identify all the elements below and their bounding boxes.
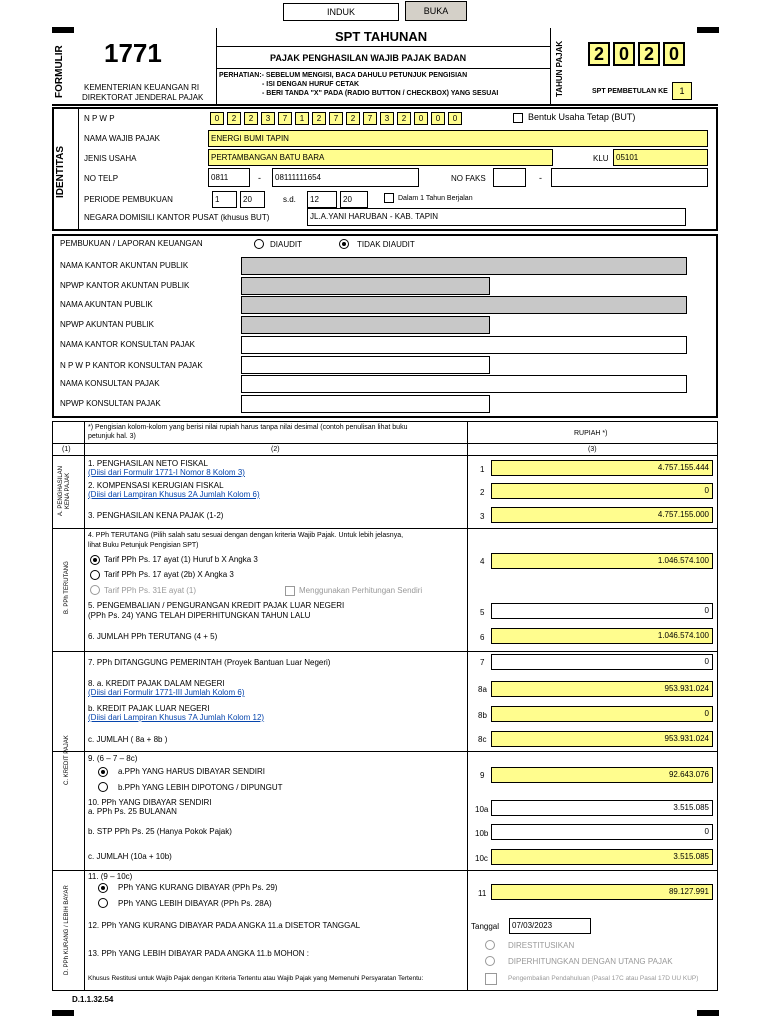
notice-line: PERHATIAN:- SEBELUM MENGISI, BACA DAHULU PETUNJUK PENGISIAN: [219, 72, 468, 79]
line-number: 3: [480, 512, 485, 521]
line-number: 10a: [475, 805, 489, 814]
telp-area-input[interactable]: 0811: [208, 168, 250, 187]
line-number: 1: [480, 465, 485, 474]
periode-year-end[interactable]: 20: [340, 191, 368, 208]
dash: -: [258, 173, 261, 183]
year-digit[interactable]: 2: [638, 42, 660, 66]
faks-area-input[interactable]: [493, 168, 526, 187]
tab-induk[interactable]: INDUK: [283, 3, 399, 21]
ministry-name: KEMENTERIAN KEUANGAN RI: [84, 83, 200, 92]
pembetulan-label: SPT PEMBETULAN KE: [592, 88, 668, 95]
col-header: (3): [588, 446, 597, 453]
negara-label: NEGARA DOMISILI KANTOR PUSAT (khusus BUT): [84, 213, 270, 222]
jenis-usaha-input[interactable]: PERTAMBANGAN BATU BARA: [208, 149, 553, 166]
line-8c-label: c. JUMLAH ( 8a + 8b ): [88, 735, 168, 744]
line-9-label: 9. (6 – 7 – 8c): [88, 754, 138, 763]
npwp-digit[interactable]: 0: [448, 112, 462, 125]
line-8b-link[interactable]: (Diisi dari Lampiran Khusus 7A Jumlah Kolom 12): [88, 713, 265, 722]
npwp-digit[interactable]: 1: [295, 112, 309, 125]
line-number: 10b: [475, 829, 489, 838]
but-label: Bentuk Usaha Tetap (BUT): [528, 112, 636, 122]
line-12-label: 12. PPh YANG KURANG DIBAYAR PADA ANGKA 11.a DISETOR TANGGAL: [88, 921, 361, 930]
row-label: NAMA KONSULTAN PAJAK: [60, 379, 160, 388]
direstitusikan-radio[interactable]: [485, 940, 495, 950]
npwp-digit[interactable]: 2: [397, 112, 411, 125]
nama-kkp-input[interactable]: [241, 336, 687, 354]
registration-mark: [52, 1010, 74, 1016]
row-label: NPWP AKUNTAN PUBLIK: [60, 320, 154, 329]
line-11a-label: PPh YANG KURANG DIBAYAR (PPh Ps. 29): [118, 883, 278, 892]
npwp-digit[interactable]: 2: [346, 112, 360, 125]
npwp-digit[interactable]: 7: [278, 112, 292, 125]
notice-line: - ISI DENGAN HURUF CETAK: [262, 81, 360, 88]
line-number: 10c: [475, 854, 488, 863]
khusus-restitusi-label: Khusus Restitusi untuk Wajib Pajak dengan Kriteria Tertentu atau Wajib Pajak yang Memenuhi Persyaratan Tertentu:: [88, 975, 424, 982]
line-3-value[interactable]: 4.757.155.000: [491, 507, 713, 523]
line-number: 5: [480, 608, 485, 617]
line-number: 4: [480, 557, 485, 566]
perhitungan-sendiri-checkbox[interactable]: [285, 586, 295, 596]
tarif-17-1b-radio[interactable]: [90, 555, 100, 565]
nama-wp-input[interactable]: ENERGI BUMI TAPIN: [208, 130, 708, 147]
npwp-label: N P W P: [84, 114, 115, 123]
year-digit[interactable]: 0: [613, 42, 635, 66]
section-c-label: C. KREDIT PAJAK: [64, 735, 70, 785]
row-label: NPWP KANTOR AKUNTAN PUBLIK: [60, 281, 190, 290]
pengembalian-label: Pengembalian Pendahuluan (Pasal 17C atau Pasal 17D UU KUP): [508, 975, 699, 982]
jenis-usaha-label: JENIS USAHA: [84, 154, 137, 163]
line-9-value[interactable]: 92.643.076: [491, 767, 713, 783]
formulir-label: FORMULIR: [54, 45, 65, 98]
line-number: 6: [480, 633, 485, 642]
line-4-value[interactable]: 1.046.574.100: [491, 553, 713, 569]
tarif-17-2b-radio[interactable]: [90, 570, 100, 580]
npwp-digit[interactable]: 2: [312, 112, 326, 125]
year-digit[interactable]: 0: [663, 42, 685, 66]
nama-kp-input[interactable]: [241, 375, 687, 393]
line-13-label: 13. PPh YANG LEBIH DIBAYAR PADA ANGKA 11.b MOHON :: [88, 949, 309, 958]
dalam-tahun-label: Dalam 1 Tahun Berjalan: [398, 195, 473, 202]
section-a-label: A. PENGHASILAN KENA PAJAK: [58, 466, 71, 517]
npwp-kp-input[interactable]: [241, 395, 490, 413]
diperhitungkan-label: DIPERHITUNGKAN DENGAN UTANG PAJAK: [508, 957, 673, 966]
lebih-dipotong-radio[interactable]: [98, 782, 108, 792]
line-6-label: 6. JUMLAH PPh TERUTANG (4 + 5): [88, 632, 218, 641]
telp-number-input[interactable]: 08111111654: [272, 168, 419, 187]
line-number: 2: [480, 488, 485, 497]
periode-month-end[interactable]: 12: [307, 191, 337, 208]
pembukuan-label: PEMBUKUAN / LAPORAN KEUANGAN: [60, 239, 203, 248]
line-10a-value[interactable]: 3.515.085: [491, 800, 713, 816]
direstitusikan-label: DIRESTITUSIKAN: [508, 941, 575, 950]
col-header: (2): [271, 446, 280, 453]
periode-month-start[interactable]: 1: [212, 191, 237, 208]
row-label: NAMA KANTOR KONSULTAN PAJAK: [60, 340, 195, 349]
rupiah-note: petunjuk hal. 3): [88, 433, 136, 440]
nama-kap-input[interactable]: [241, 257, 687, 275]
npwp-digit[interactable]: 7: [363, 112, 377, 125]
line-4-label: lihat Buku Petunjuk Pengisian SPT): [88, 542, 199, 549]
line-number: 8b: [478, 711, 487, 720]
line-number: 11: [478, 889, 487, 898]
line-8a-label: 8. a. KREDIT PAJAK DALAM NEGERI: [88, 679, 225, 688]
line-number: 9: [480, 771, 485, 780]
tidak-diaudit-label: TIDAK DIAUDIT: [357, 240, 415, 249]
no-faks-label: NO FAKS: [451, 174, 486, 183]
nama-wp-label: NAMA WAJIB PAJAK: [84, 134, 161, 143]
line-7-label: 7. PPh DITANGGUNG PEMERINTAH (Proyek Bantuan Luar Negeri): [88, 658, 331, 667]
line-10-label: 10. PPh YANG DIBAYAR SENDIRI: [88, 798, 212, 807]
line-10b-label: b. STP PPh Ps. 25 (Hanya Pokok Pajak): [88, 827, 232, 836]
npwp-digit[interactable]: 0: [414, 112, 428, 125]
tidak-diaudit-radio[interactable]: [339, 239, 349, 249]
tab-buka[interactable]: BUKA: [405, 1, 467, 21]
nama-ap-input[interactable]: [241, 296, 687, 314]
npwp-digit[interactable]: 0: [431, 112, 445, 125]
rupiah-note: *) Pengisian kolom-kolom yang berisi nilai rupiah harus tanpa nilai desimal (contoh penulisan lihat buku: [88, 424, 408, 431]
line-2-link[interactable]: (Diisi dari Lampiran Khusus 2A Jumlah Kolom 6): [88, 490, 260, 499]
diaudit-radio[interactable]: [254, 239, 264, 249]
npwp-digit[interactable]: 7: [329, 112, 343, 125]
line-2-label: 2. KOMPENSASI KERUGIAN FISKAL: [88, 481, 224, 490]
klu-label: KLU: [593, 154, 609, 163]
line-5-label: 5. PENGEMBALIAN / PENGURANGAN KREDIT PAJAK LUAR NEGERI: [88, 601, 345, 610]
line-11b-label: PPh YANG LEBIH DIBAYAR (PPh Ps. 28A): [118, 899, 272, 908]
line-8c-value[interactable]: 953.931.024: [491, 731, 713, 747]
row-label: NPWP KONSULTAN PAJAK: [60, 399, 161, 408]
pengembalian-checkbox[interactable]: [485, 973, 497, 985]
line-1-link[interactable]: (Diisi dari Formulir 1771-I Nomor 8 Kolom 3): [88, 468, 245, 477]
line-2-value[interactable]: 0: [491, 483, 713, 499]
line-8b-value[interactable]: 0: [491, 706, 713, 722]
identitas-label: IDENTITAS: [55, 145, 66, 198]
no-telp-label: NO TELP: [84, 174, 119, 183]
line-5-value[interactable]: 0: [491, 603, 713, 619]
line-8b-label: b. KREDIT PAJAK LUAR NEGERI: [88, 704, 210, 713]
line-4-label: 4. PPh TERUTANG (Pilih salah satu sesuai dengan dengan kriteria Wajib Pajak. Untuk lebih jelasnya,: [88, 532, 404, 539]
line-11-value[interactable]: 89.127.991: [491, 884, 713, 900]
registration-mark: [697, 1010, 719, 1016]
tarif-option-label: Tarif PPh Ps. 31E ayat (1): [104, 586, 197, 595]
kurang-dibayar-radio[interactable]: [98, 883, 108, 893]
line-10a-label: a. PPh Ps. 25 BULANAN: [88, 807, 177, 816]
line-8a-value[interactable]: 953.931.024: [491, 681, 713, 697]
periode-year-start[interactable]: 20: [240, 191, 265, 208]
line-7-value[interactable]: 0: [491, 654, 713, 670]
line-number: 8c: [478, 735, 487, 744]
line-10c-label: c. JUMLAH (10a + 10b): [88, 852, 172, 861]
line-3-label: 3. PENGHASILAN KENA PAJAK (1-2): [88, 511, 224, 520]
line-5-label: (PPh Ps. 24) YANG TELAH DIPERHITUNGKAN TAHUN LALU: [88, 611, 311, 620]
tanggal-input[interactable]: 07/03/2023: [509, 918, 591, 934]
line-6-value[interactable]: 1.046.574.100: [491, 628, 713, 644]
page-title: SPT TAHUNAN: [335, 29, 428, 44]
row-label: NAMA AKUNTAN PUBLIK: [60, 300, 153, 309]
npwp-digit[interactable]: 3: [261, 112, 275, 125]
but-checkbox[interactable]: [513, 113, 523, 123]
periode-label: PERIODE PEMBUKUAN: [84, 195, 173, 204]
npwp-kap-input[interactable]: [241, 277, 490, 295]
tarif-option-label: Tarif PPh Ps. 17 ayat (1) Huruf b X Angka 3: [104, 555, 258, 564]
npwp-kkp-input[interactable]: [241, 356, 490, 374]
section-d-label: D. PPh KURANG / LEBIH BAYAR: [64, 885, 70, 975]
sd-label: s.d.: [283, 195, 296, 204]
lebih-dibayar-radio[interactable]: [98, 898, 108, 908]
klu-input[interactable]: 05101: [613, 149, 708, 166]
line-1-value[interactable]: 4.757.155.444: [491, 460, 713, 476]
line-8a-link[interactable]: (Diisi dari Formulir 1771-III Jumlah Kolom 6): [88, 688, 245, 697]
notice-line: - BERI TANDA "X" PADA (RADIO BUTTON / CHECKBOX) YANG SESUAI: [262, 90, 499, 97]
dash: -: [539, 173, 542, 183]
diaudit-label: DIAUDIT: [270, 240, 302, 249]
year-digit[interactable]: 2: [588, 42, 610, 66]
line-1-label: 1. PENGHASILAN NETO FISKAL: [88, 459, 208, 468]
line-number: 7: [480, 658, 485, 667]
tahun-pajak-label: TAHUN PAJAK: [555, 40, 564, 97]
npwp-digit[interactable]: 2: [227, 112, 241, 125]
col-header: (1): [62, 446, 71, 453]
section-b-label: B. PPh TERUTANG: [64, 561, 70, 614]
npwp-digit[interactable]: 2: [244, 112, 258, 125]
directorate-name: DIREKTORAT JENDERAL PAJAK: [82, 93, 204, 102]
page-subtitle: PAJAK PENGHASILAN WAJIB PAJAK BADAN: [270, 53, 467, 63]
tarif-31e-radio[interactable]: [90, 585, 100, 595]
line-number: 8a: [478, 685, 487, 694]
npwp-digit[interactable]: 3: [380, 112, 394, 125]
line-11-label: 11. (9 – 10c): [88, 872, 133, 881]
pembetulan-input[interactable]: 1: [672, 82, 692, 100]
tarif-option-label: Tarif PPh Ps. 17 ayat (2b) X Angka 3: [104, 570, 234, 579]
npwp-ap-input[interactable]: [241, 316, 490, 334]
line-9a-label: a.PPh YANG HARUS DIBAYAR SENDIRI: [118, 767, 266, 776]
npwp-digit[interactable]: 0: [210, 112, 224, 125]
rupiah-header: RUPIAH *): [574, 430, 608, 437]
dalam-tahun-checkbox[interactable]: [384, 193, 394, 203]
negara-input[interactable]: JL.A.YANI HARUBAN - KAB. TAPIN: [307, 208, 686, 226]
harus-dibayar-radio[interactable]: [98, 767, 108, 777]
form-number: 1771: [104, 38, 162, 68]
line-9b-label: b.PPh YANG LEBIH DIPOTONG / DIPUNGUT: [118, 783, 283, 792]
form-code: D.1.1.32.54: [72, 995, 114, 1004]
row-label: N P W P KANTOR KONSULTAN PAJAK: [60, 361, 203, 370]
perhitungan-sendiri-label: Menggunakan Perhitungan Sendiri: [299, 586, 423, 595]
row-label: NAMA KANTOR AKUNTAN PUBLIK: [60, 261, 189, 270]
line-10b-value[interactable]: 0: [491, 824, 713, 840]
line-10c-value[interactable]: 3.515.085: [491, 849, 713, 865]
faks-number-input[interactable]: [551, 168, 708, 187]
tanggal-label: Tanggal: [471, 922, 500, 931]
diperhitungkan-radio[interactable]: [485, 956, 495, 966]
